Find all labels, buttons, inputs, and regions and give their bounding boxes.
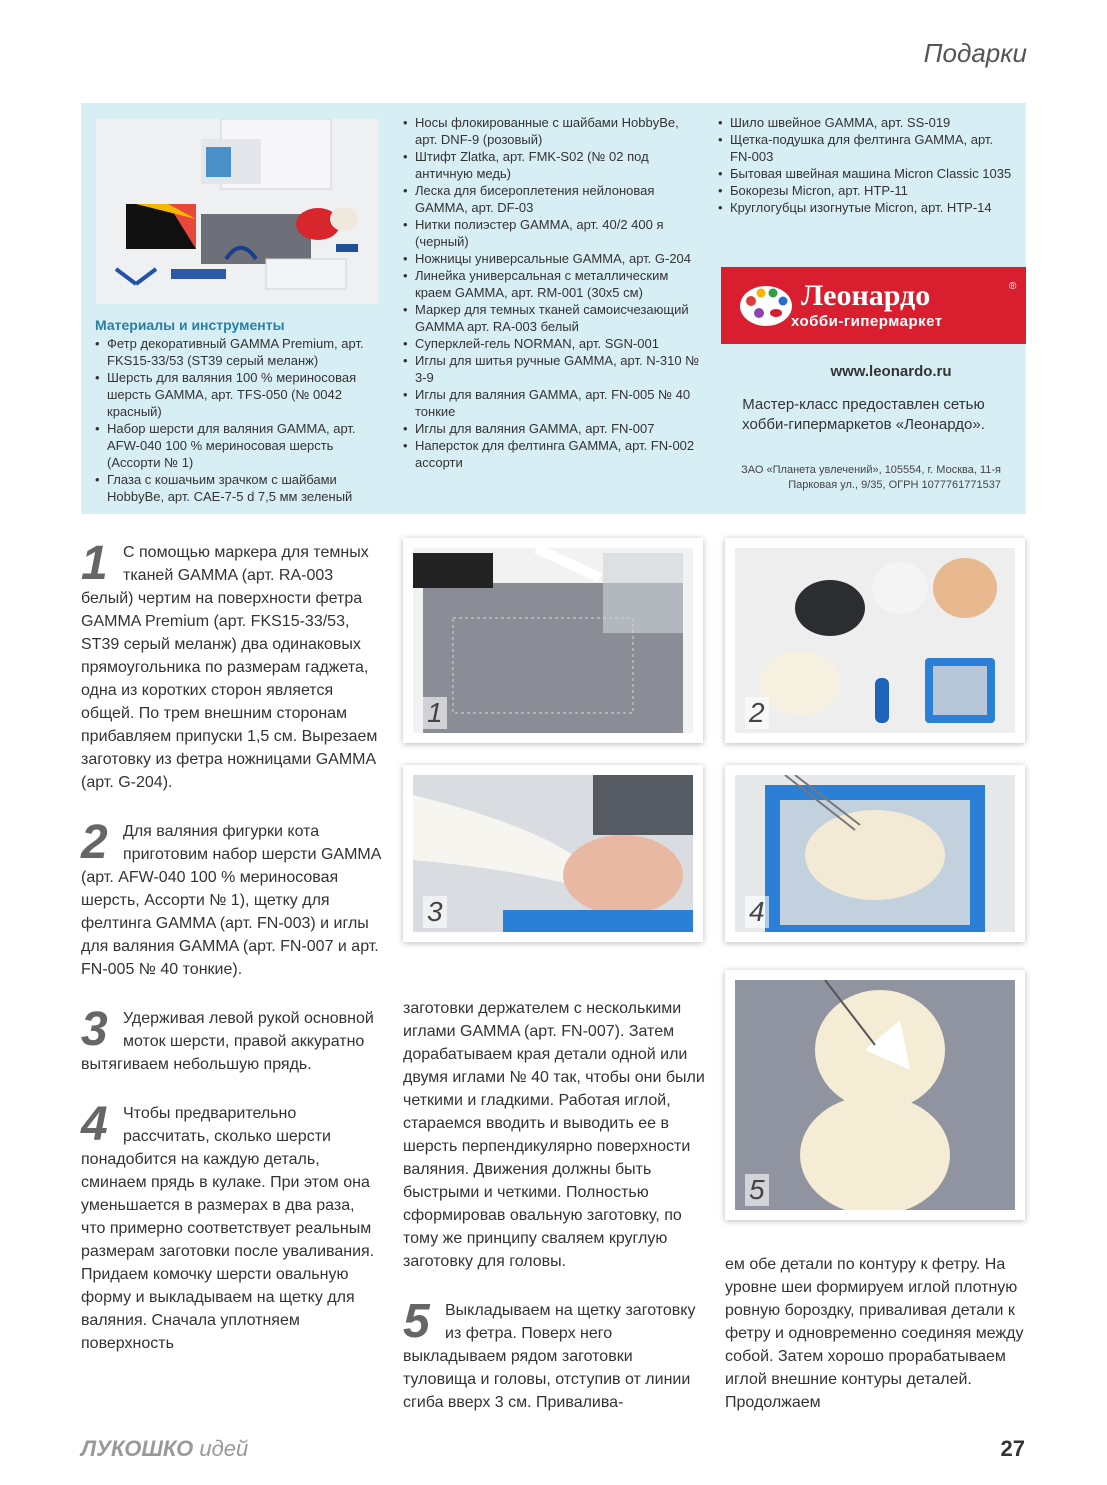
logo-sub: идей — [199, 1436, 249, 1461]
photo-step-1 — [403, 538, 703, 743]
right-column — [725, 1253, 1025, 1440]
list-item: • Иглы для шитья ручные GAMMA, арт. N-310 № 3-9 — [403, 352, 703, 386]
materials-photo — [96, 119, 379, 304]
photo-number: 2 — [745, 697, 769, 729]
logo-main: ЛУКОШКО — [81, 1436, 194, 1461]
step-text: Для валяния фигурки кота приготовим набор шерсти GAMMA (арт. AFW-040 100 % мериносовая шерсть, Ассорти № 1), щетку для фелтинга GAMMA (арт. FN-003) и иглы для валяния GAMMA (арт. FN-007 и арт. FN-005 № 40 тонкие). — [81, 823, 381, 978]
list-item: • Щетка-подушка для фелтинга GAMMA, арт. FN-003 — [718, 131, 1018, 165]
step-text: С помощью маркера для темных тканей GAMMA (арт. RA-003 белый) чертим на поверхности фетра GAMMA Premium (арт. FKS15-33/53, ST39 серый меланж) два одинаковых прямоугольника по размерам гаджета, одна из коротких сторон является общей. По трем внешним сторонам прибавляем припуски 1,5 см. Вырезаем заготовку из фетра ножницами GAMMA (арт. G-204). — [81, 544, 378, 791]
photo-step-3 — [403, 765, 703, 942]
step-2 — [81, 816, 381, 981]
list-item: • Шерсть для валяния 100 % мериносовая шерсть GAMMA, арт. TFS-050 (№ 0042 красный) — [95, 369, 380, 420]
list-item: • Ножницы универсальные GAMMA, арт. G-204 — [403, 250, 703, 267]
list-item: • Штифт Zlatka, арт. FMK-S02 (№ 02 под античную медь) — [403, 148, 703, 182]
palette-icon — [739, 283, 795, 329]
photo-number: 5 — [745, 1174, 769, 1206]
step-3 — [81, 1003, 381, 1076]
middle-column — [403, 997, 707, 1440]
step-number: 1 — [81, 537, 108, 590]
step-number: 5 — [403, 1295, 430, 1348]
list-item: • Маркер для темных тканей самоисчезающий GAMMA арт. RA-003 белый — [403, 301, 703, 335]
magazine-logo — [81, 1436, 248, 1462]
materials-list-col2 — [403, 114, 703, 471]
list-item: • Суперклей-гель NORMAN, арт. SGN-001 — [403, 335, 703, 352]
materials-list-col3 — [718, 114, 1018, 216]
list-item: • Глаза с кошачьим зрачком с шайбами HobbyBe, арт. CAE-7-5 d 7,5 мм зеленый — [95, 471, 380, 505]
step-text: Выкладываем на щетку заготовку из фетра. Поверх него выкладываем рядом заготовки туловища и головы, отступив от линии сгиба вверх 3 см. Привалива- — [403, 1302, 696, 1411]
materials-list-col1 — [95, 335, 380, 505]
registered-mark: ® — [1009, 281, 1017, 292]
step-4 — [81, 1098, 381, 1355]
materials-title: Материалы и инструменты — [95, 317, 285, 333]
list-item: • Наперсток для фелтинга GAMMA, арт. FN-002 ассорти — [403, 437, 703, 471]
leonardo-subtitle: хобби-гипермаркет — [791, 313, 943, 330]
photo-number: 4 — [745, 896, 769, 928]
list-item: • Бытовая швейная машина Micron Classic 1035 — [718, 165, 1018, 182]
list-item: • Линейка универсальная с металлическим краем GAMMA, арт. RM-001 (30x5 см) — [403, 267, 703, 301]
photo-number: 3 — [423, 896, 447, 928]
legal-info: ЗАО «Планета увлечений», 105554, г. Москва, 11-я Парковая ул., 9/35, ОГРН 1077761771537 — [741, 464, 1001, 491]
step-4-continued: заготовки держателем с несколькими иглами GAMMA (арт. FN-007). Затем дорабатываем края детали одной или двумя иглами № 40 так, чтобы они были четкими и гладкими. Работая иглой, стараемся вводить и выводить ее в шерсть перпендикулярно поверхности валяния. Движения должны быть быстрыми и четкими. Полностью сформировав овальную заготовку, по тому же принципу сваляем круглую заготовку для головы. — [403, 1000, 705, 1270]
masterclass-note: Мастер-класс предоставлен сетью хобби-гипермаркетов «Леонардо». — [742, 396, 985, 433]
list-item: • Фетр декоративный GAMMA Premium, арт. FKS15-33/53 (ST39 серый меланж) — [95, 335, 380, 369]
left-column — [81, 537, 381, 1381]
step-number: 4 — [81, 1098, 108, 1151]
photo-step-5 — [725, 970, 1025, 1220]
step-number: 2 — [81, 816, 108, 869]
step-number: 3 — [81, 1003, 108, 1056]
list-item: • Круглогубцы изогнутые Micron, арт. HTP-14 — [718, 199, 1018, 216]
list-item: • Бокорезы Micron, арт. HTP-11 — [718, 182, 1018, 199]
leonardo-logo[interactable] — [721, 267, 1026, 344]
list-item: • Иглы для валяния GAMMA, арт. FN-005 № 40 тонкие — [403, 386, 703, 420]
leonardo-name: Леонардо — [801, 279, 931, 312]
step-5 — [403, 1295, 707, 1414]
list-item: • Леска для бисероплетения нейлоновая GAMMA, арт. DF-03 — [403, 182, 703, 216]
step-1 — [81, 537, 381, 794]
materials-infobox — [81, 103, 1026, 514]
photo-step-4 — [725, 765, 1025, 942]
section-title: Подарки — [923, 38, 1027, 68]
step-text: Чтобы предварительно рассчитать, сколько шерсти понадобится на каждую деталь, сминаем прядь в кулаке. При этом она уменьшается в размерах в два раза, что примерно соответствует реальным размерам заготовки после уваливания. Придаем комочку шерсти овальную форму и выкладываем на щетку для валяния. Сначала уплотняем поверхность — [81, 1105, 375, 1352]
website-link[interactable]: www.leonardo.ru — [830, 363, 952, 380]
list-item: • Носы флокированные с шайбами HobbyBe, арт. DNF-9 (розовый) — [403, 114, 703, 148]
list-item: • Шило швейное GAMMA, арт. SS-019 — [718, 114, 1018, 131]
photo-step-2 — [725, 538, 1025, 743]
list-item: • Нитки полиэстер GAMMA, арт. 40/2 400 я (черный) — [403, 216, 703, 250]
list-item: • Иглы для валяния GAMMA, арт. FN-007 — [403, 420, 703, 437]
page-number: 27 — [1000, 1436, 1025, 1461]
step-text: Удерживая левой рукой основной моток шерсти, правой аккуратно вытягиваем небольшую прядь. — [81, 1010, 374, 1073]
photo-number: 1 — [423, 697, 447, 729]
step-5-continued: ем обе детали по контуру к фетру. На уровне шеи формируем иглой плотную ровную бороздку, приваливая детали к фетру и одновременно соединяя между собой. Затем хорошо прорабатываем иглой внешние контуры деталей. Продолжаем — [725, 1256, 1024, 1411]
list-item: • Набор шерсти для валяния GAMMA, арт. AFW-040 100 % мериносовая шерсть (Ассорти № 1) — [95, 420, 380, 471]
